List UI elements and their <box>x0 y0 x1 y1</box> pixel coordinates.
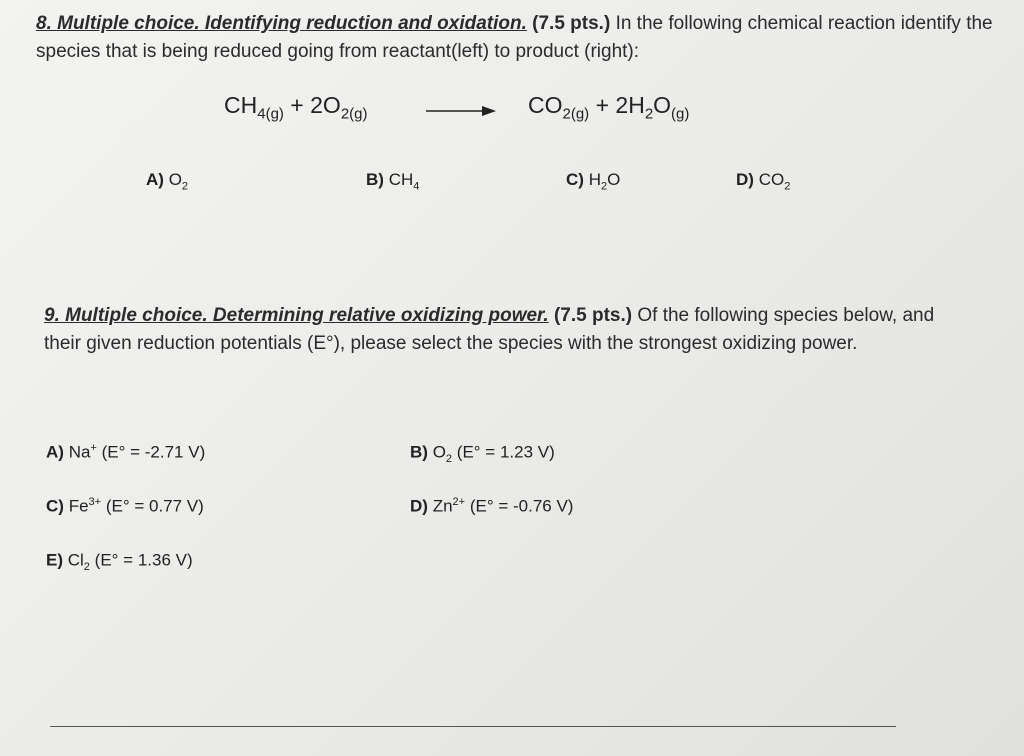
option-letter: C) <box>566 170 584 189</box>
option-letter: E) <box>46 550 63 570</box>
equation-reactants <box>224 92 368 123</box>
reactant-2-sub: 2(g) <box>340 105 368 123</box>
question-8-text: In the following chemical reaction identify the species that is being reduced going from reactant(left) to product (right): <box>36 13 993 62</box>
option-charge: 2+ <box>452 496 466 508</box>
option-letter: A) <box>146 170 164 189</box>
question-9-points: (7.5 pts.) <box>553 305 633 326</box>
reactant-1-sub: 4(g) <box>257 105 284 123</box>
q9-option-d[interactable] <box>410 496 573 519</box>
reaction-arrow-icon <box>426 104 496 118</box>
product-2-mid: O <box>653 92 672 118</box>
option-species: Cl <box>67 550 84 570</box>
option-species: O <box>168 170 182 189</box>
option-charge: 3+ <box>88 496 102 508</box>
option-sub: 2 <box>445 453 453 466</box>
option-potential: (E° = -2.71 V) <box>101 442 206 462</box>
product-1: CO <box>528 92 563 118</box>
option-letter: D) <box>410 496 428 516</box>
option-species: Zn <box>432 496 453 516</box>
option-potential: (E° = 0.77 V) <box>105 496 204 516</box>
answer-line <box>50 726 896 727</box>
question-8-points: (7.5 pts.) <box>532 13 611 34</box>
q9-option-b[interactable] <box>410 442 555 465</box>
option-sub: 2 <box>600 180 608 193</box>
option-potential: (E° = 1.23 V) <box>456 442 555 462</box>
q8-option-c[interactable] <box>566 170 620 192</box>
equation-products <box>528 92 689 123</box>
option-species: H <box>588 170 601 189</box>
q9-option-c[interactable] <box>46 496 204 519</box>
option-tail: O <box>607 170 621 189</box>
option-species: Na <box>68 442 91 462</box>
option-letter: A) <box>46 442 64 462</box>
plus-sign: + <box>283 92 311 118</box>
product-2-sub: 2 <box>644 105 654 123</box>
q9-option-a[interactable] <box>46 442 205 465</box>
option-species: O <box>432 442 446 462</box>
option-sub: 4 <box>413 180 420 193</box>
q8-option-b[interactable] <box>366 170 419 192</box>
option-sub: 2 <box>181 180 189 193</box>
product-2-state: (g) <box>671 105 690 123</box>
product-2: 2H <box>615 92 645 118</box>
q8-option-a[interactable] <box>146 170 188 192</box>
option-charge: + <box>90 442 97 454</box>
option-letter: B) <box>410 442 428 462</box>
reactant-2: 2O <box>310 92 341 118</box>
reactant-1: CH <box>224 92 258 118</box>
option-sub: 2 <box>83 561 90 574</box>
option-letter: B) <box>366 170 384 189</box>
option-potential: (E° = 1.36 V) <box>94 550 193 570</box>
question-9 <box>44 302 974 358</box>
q9-option-e[interactable] <box>46 550 193 573</box>
question-9-title: 9. Multiple choice. Determining relative oxidizing power. <box>44 305 549 326</box>
option-species: Fe <box>68 496 89 516</box>
plus-sign: + <box>589 92 616 118</box>
question-8 <box>36 10 996 66</box>
question-8-title: 8. Multiple choice. Identifying reduction and oxidation. <box>36 13 527 34</box>
q8-option-d[interactable] <box>736 170 790 192</box>
option-sub: 2 <box>784 180 791 193</box>
option-species: CO <box>758 170 785 189</box>
option-letter: C) <box>46 496 64 516</box>
option-species: CH <box>388 170 414 189</box>
question-9-text: Of the following species below, and their given reduction potentials (E°), please select the species with the strongest oxidizing power. <box>44 305 935 354</box>
option-letter: D) <box>736 170 754 189</box>
product-1-sub: 2(g) <box>562 105 590 123</box>
option-potential: (E° = -0.76 V) <box>469 496 574 516</box>
